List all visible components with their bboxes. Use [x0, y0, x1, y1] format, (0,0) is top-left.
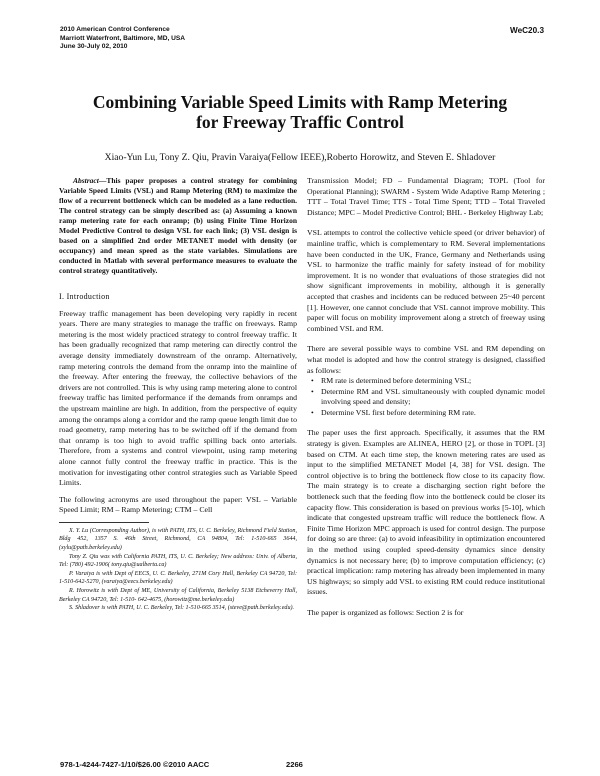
title-line-1: Combining Variable Speed Limits with Ramp Metering [92, 92, 508, 112]
list-item: • Determine VSL first before determining RM rate. [321, 408, 545, 419]
organization-paragraph: The paper is organized as follows: Section 2 is for [307, 607, 464, 617]
page-number: 2266 [286, 760, 303, 769]
acronyms-paragraph: Transmission Model; FD – Fundamental Diagram; TOPL (Tool for Operational Planning); SWARM - System Wide Adaptive Ramp Metering ; TTT – Total Travel Time; TTS - Total Time Spent; TTD – Total Traveled Distance; MPC – Model Predictive Control; BHL - Berkeley Highway Lab; [307, 176, 545, 217]
right-column [307, 176, 545, 619]
abstract-label: Abstract [73, 176, 99, 185]
conference-venue: Marriott Waterfront, Baltimore, MD, USA [60, 34, 186, 42]
conference-header [60, 26, 185, 52]
abstract [59, 176, 297, 276]
approaches-paragraph: There are several possible ways to combine VSL and RM depending on what model is adopted and how the control strategy is designed, classified as follows: [307, 344, 545, 375]
intro-paragraph-2: The following acronyms are used throughout the paper: VSL – Variable Speed Limit; RM – Ramp Metering; CTM – Cell [59, 494, 297, 515]
conference-name: 2010 American Control Conference [60, 26, 170, 33]
method-paragraph: The paper uses the first approach. Specifically, it assumes that the RM strategy is given. Examples are ALINEA, HERO [2], or those in TOPL [3] based on CTM. At each time step, the known metering rates are used as input to the simplified METANET Model [4, 38] for VSL design. The control objective is to bring the bottleneck flow close to its capacity flow. The main strategy is to create a discharging section right before the bottleneck such that the feeding flow into the bottleneck could be closer its capacity flow. This consideration is based on previous works [5-10], which indicate that congested upstream traffic will reduce the bottleneck flow. A Finite Time Horizon MPC approach is used for control design. The purpose for doing so are three: (a) to avoid infeasibility in optimization encountered in the method using coupled speed-density dynamics since density dynamics is not necessary here; (b) to improve computation efficiency; (c) practical implication: ramp metering has already been implemented in many US highways; so simply add VSL to existing RM could reduce institutional issues. [307, 428, 545, 597]
paper-title [60, 92, 540, 132]
footnote: Tony Z. Qiu was with California PATH, ITS, U. C. Berkeley; New address: Univ. of Alberta, Tel: (780) 492-1906( tony.qiu@ualberta.ca) [59, 553, 297, 569]
footnote: S. Shladover is with PATH, U. C. Berkeley, Tel: 1-510-665 3514, (steve@path.berkeley.edu). [69, 605, 295, 612]
list-item: • Determine RM and VSL simultaneously with coupled dynamic model involving speed and density; [321, 387, 545, 408]
title-line-2: for Freeway Traffic Control [196, 112, 404, 132]
approach-list [307, 376, 545, 418]
list-item: • RM rate is determined before determining VSL; [321, 376, 545, 387]
intro-paragraph-1: Freeway traffic management has been developing very rapidly in recent years. There are many strategies to manage the traffic on freeways. Ramp metering is the most widely practiced strategy to control freeway traffic. It has been gradually recognized that ramp metering can directly control the average density immediately downstream of the onramp. Alternatively, ramp metering controls the demand from the onramp into the mainline of the freeway. After entering the freeway, the collective behaviors of the drivers are not controlled. This is why using ramp metering alone to control freeway traffic has limited performance if the demands from onramps and the upstream mainline are high. In addition, from the perspective of equity among the onramps along a corridor and the ramp queue length limit due to road geometry, ramp metering has to be switched off if the demand from that onramp is too high to avoid traffic spilling back onto arterials. Therefore, from a systems and control viewpoint, using ramp metering alone cannot fully control the freeway traffic in practice. This is the motivation for investigating other control strategies such as Variable Speed Limits. [59, 308, 297, 488]
left-column [59, 176, 297, 613]
session-code: WeC20.3 [510, 26, 544, 35]
copyright-footer: 978-1-4244-7427-1/10/$26.00 ©2010 AACC [60, 760, 210, 769]
vsl-paragraph: VSL attempts to control the collective vehicle speed (or driver behavior) of mainline traffic, which is complementary to RM. Several implementations have been conducted in the UK, France, Germany and Netherlands using VSL to harmonize the traffic mainly for safety instead of for mobility improvement. It is no wonder that evaluations of those strategies did not show significant improvements in mobility, although it is generally accepted that crashes and incidents can be reduced between 25~40 percent [1]. However, one cannot conclude that VSL cannot improve mobility. This paper will focus on mobility improvement along a stretch of freeway using combined VSL and RM. [307, 228, 545, 333]
author-list: Xiao-Yun Lu, Tony Z. Qiu, Pravin Varaiya(Fellow IEEE),Roberto Horowitz, and Steven E. Shladover [104, 152, 496, 163]
footnote: P. Varaiya is with Dept of EECS, U. C. Berkeley, 271M Cory Hall, Berkeley CA 94720, Tel: 1-510-642-5270, (varaiya@eecs.berkeley.edu) [59, 570, 297, 586]
section-heading-introduction: I. Introduction [59, 292, 110, 301]
footnote: X. Y. Lu (Corresponding Author), is with PATH, ITS, U. C. Berkeley, Richmond Field Station, Bldg 452, 1357 S. 46th Street, Richmond, CA 94804, Tel: 1-510-665 3644, (xylu@path.berkeley.edu) [59, 527, 297, 552]
footnote: R. Horowitz is with Dept of ME, University of California, Berkeley 5138 Etcheverry Hall, Berkeley CA 94720, Tel: 1-510- 642-4675, (horowitz@me.berkeley.edu) [59, 588, 297, 603]
conference-dates: June 30-July 02, 2010 [60, 43, 128, 51]
abstract-text: —This paper proposes a control strategy for combining Variable Speed Limits (VSL) and Ramp Metering (RM) to maximize the flow of a recurrent bottleneck which can be modeled as a lane reduction. The control strategy can be simply described as: (a) Assuming a known ramp metering rate for each onramp; (b) using Finite Time Horizon Model Predictive Control to design VSL for each link; (3) VSL design is based on a simplified 2nd order METANET model with density (or occupancy) and mean speed as the state variables. Simulations are conducted in Matlab with several performance measures to evaluate the control strategy quantitatively. [59, 176, 297, 275]
footnote-rule [59, 522, 149, 523]
